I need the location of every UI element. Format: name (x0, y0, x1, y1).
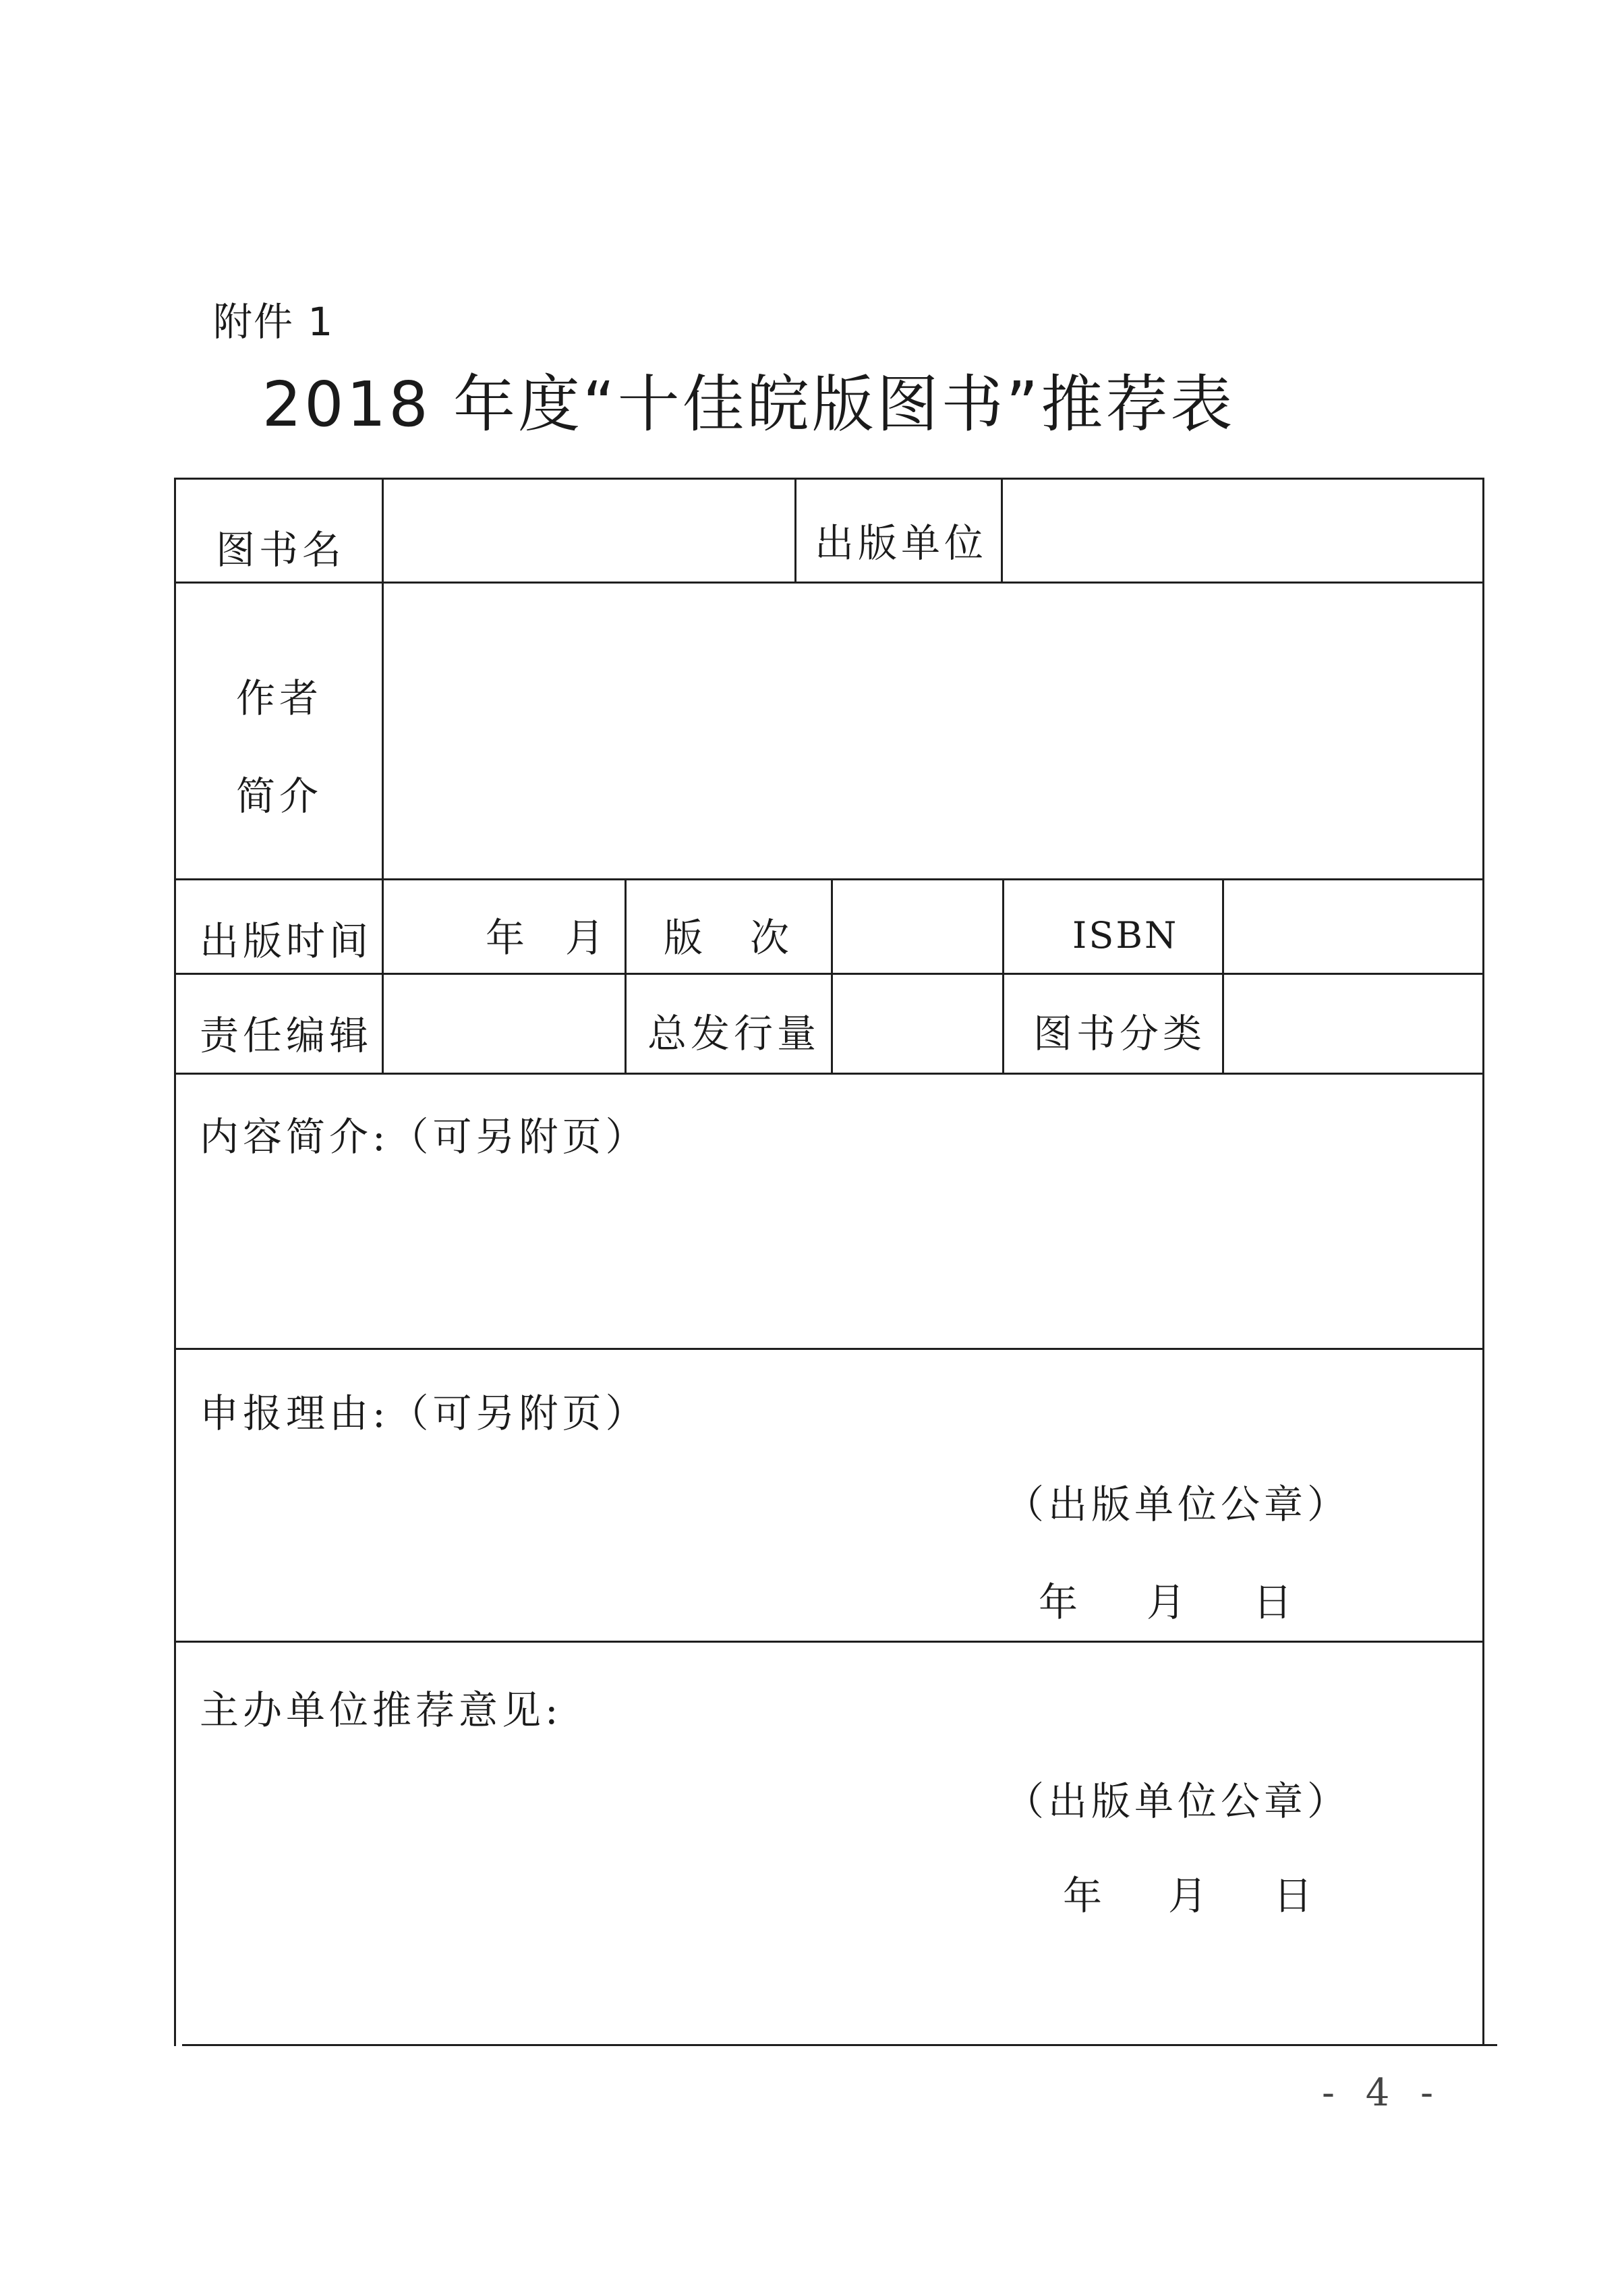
col-line-r1-b (794, 478, 796, 582)
col-line-r34-d (1002, 878, 1004, 1073)
row-line-6 (174, 1641, 1482, 1643)
col-line-r34-b (625, 878, 627, 1073)
col-line-r34-e (1222, 878, 1224, 1073)
col-line-r34-a (382, 878, 384, 1073)
publisher-field[interactable] (1009, 486, 1474, 573)
sponsor-date-year[interactable]: 年 (1063, 1873, 1107, 1919)
pub-time-label: 出版时间 (200, 918, 373, 964)
author-label-line1: 作者 (236, 675, 323, 721)
reason-date-day[interactable]: 日 (1253, 1579, 1297, 1625)
table-left-border (174, 478, 176, 2046)
reason-date-month[interactable]: 月 (1147, 1579, 1190, 1625)
isbn-label: ISBN (1072, 914, 1179, 957)
col-line-r2-a (382, 582, 384, 878)
attachment-label: 附件 1 (213, 299, 335, 345)
circulation-label: 总发行量 (647, 1011, 821, 1056)
edition-field[interactable] (836, 884, 998, 968)
category-label: 图书分类 (1033, 1011, 1207, 1056)
row-line-2 (174, 878, 1482, 880)
sponsor-seal-text: （出版单位公章） (1005, 1778, 1351, 1824)
content-intro-label: 内容简介:（可另附页） (200, 1114, 649, 1160)
sponsor-date-day[interactable]: 日 (1273, 1873, 1317, 1919)
page-title: 2018 年度“十佳皖版图书”推荐表 (262, 368, 1236, 441)
sponsor-opinion-label: 主办单位推荐意见: (200, 1687, 562, 1733)
publisher-label: 出版单位 (815, 520, 988, 566)
editor-label: 责任编辑 (200, 1013, 373, 1058)
sponsor-date-month[interactable]: 月 (1168, 1873, 1212, 1919)
edition-label: 版 次 (664, 915, 794, 961)
reason-label: 申报理由:（可另附页） (200, 1390, 649, 1436)
table-right-border (1482, 478, 1484, 2046)
reason-seal-text: （出版单位公章） (1005, 1481, 1351, 1527)
col-line-r1-c (1001, 478, 1003, 582)
pub-time-year[interactable]: 年 (486, 915, 529, 961)
col-line-r34-c (831, 878, 833, 1073)
book-name-label: 图书名 (216, 527, 346, 573)
col-line-r1-a (382, 478, 384, 582)
page-number: - 4 - (1322, 2071, 1443, 2115)
book-name-field[interactable] (391, 492, 789, 573)
category-field[interactable] (1227, 978, 1477, 1066)
row-line-4 (174, 1073, 1482, 1075)
row-line-3 (174, 973, 1482, 975)
row-line-1 (174, 582, 1482, 584)
editor-field[interactable] (388, 978, 618, 1066)
row-line-5 (174, 1348, 1482, 1350)
author-label-line2: 简介 (236, 773, 323, 819)
pub-time-month[interactable]: 月 (565, 915, 609, 961)
reason-date-year[interactable]: 年 (1039, 1579, 1082, 1625)
author-intro-field[interactable] (391, 594, 1470, 864)
circulation-field[interactable] (836, 978, 998, 1066)
table-top-border (174, 478, 1482, 480)
isbn-field[interactable] (1227, 884, 1477, 968)
table-bottom-border (182, 2044, 1497, 2046)
